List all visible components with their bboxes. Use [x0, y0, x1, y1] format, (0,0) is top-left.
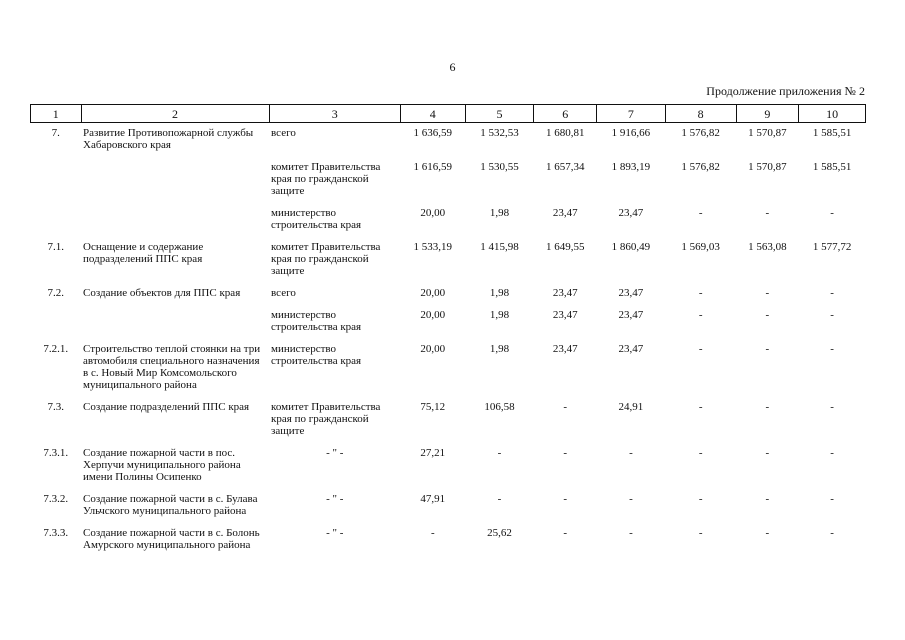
row-value-col-7: 1 860,49	[611, 241, 651, 253]
row-value-col-4: 75,12	[420, 401, 446, 413]
row-value-col-4: 20,00	[420, 207, 446, 219]
row-value-col-5: 1,98	[489, 343, 510, 355]
header-cell-1: 1	[31, 105, 82, 123]
table-row	[31, 443, 866, 489]
row-value-col-5: -	[497, 493, 502, 505]
row-value-col-4: 27,21	[420, 447, 446, 459]
row-value-col-6: 23,47	[552, 207, 578, 219]
row-value-col-9: 1 563,08	[748, 241, 787, 253]
table-row	[31, 203, 866, 237]
row-code: 7.2.1.	[43, 343, 69, 355]
row-value-col-4: 20,00	[420, 343, 446, 355]
row-value-col-6: -	[563, 447, 568, 459]
row-value-col-7: -	[629, 447, 633, 459]
row-code	[31, 157, 82, 203]
header-row	[31, 105, 866, 123]
row-name: Создание пожарной части в с. Болонь Амурского муниципального района	[83, 527, 260, 551]
row-value-col-7: -	[629, 493, 633, 505]
header-cell-8: 8	[665, 105, 736, 123]
row-value-col-7: 1 893,19	[611, 161, 651, 173]
row-executor: - " -	[326, 447, 344, 459]
row-executor: всего	[271, 287, 296, 299]
row-executor: министерство строительства края	[271, 309, 362, 333]
row-value-col-4: 1 636,59	[413, 127, 453, 139]
row-value-col-5: 1,98	[489, 207, 510, 219]
row-code: 7.3.1.	[43, 447, 69, 459]
row-value-col-7: 23,47	[618, 309, 644, 321]
row-name: Оснащение и содержание подразделений ППС края	[83, 241, 204, 265]
row-name: Создание пожарной части в с. Булава Ульчского муниципального района	[83, 493, 258, 517]
row-value-col-4: 1 533,19	[413, 241, 453, 253]
header-cell-2: 2	[81, 105, 269, 123]
row-value-col-7: 1 916,66	[611, 127, 651, 139]
row-value-col-5: 1 415,98	[480, 241, 519, 253]
row-value-col-4: 1 616,59	[413, 161, 453, 173]
row-executor: комитет Правительства края по гражданской защите	[271, 161, 381, 197]
row-value-col-7: -	[629, 527, 633, 539]
row-value-col-7: 23,47	[618, 343, 644, 355]
row-value-col-9: -	[765, 401, 770, 413]
table-row	[31, 523, 866, 557]
row-value-col-9: 1 570,87	[748, 161, 787, 173]
row-value-col-8: -	[698, 447, 703, 459]
row-value-col-8: -	[698, 401, 703, 413]
table-row	[31, 123, 866, 158]
row-value-col-10: -	[830, 527, 834, 539]
row-value-col-9: -	[765, 309, 770, 321]
row-value-col-7: 23,47	[618, 287, 644, 299]
row-code: 7.1.	[47, 241, 65, 253]
row-value-col-5: 1 530,55	[480, 161, 519, 173]
row-executor: министерство строительства края	[271, 343, 362, 367]
row-executor: комитет Правительства края по гражданской защите	[271, 401, 381, 437]
row-value-col-10: -	[830, 401, 834, 413]
table-row	[31, 489, 866, 523]
row-value-col-4: 20,00	[420, 287, 446, 299]
row-code: 7.	[51, 127, 60, 139]
row-value-col-9: -	[765, 493, 770, 505]
row-value-col-10: -	[830, 287, 834, 299]
row-value-col-10: 1 577,72	[812, 241, 852, 253]
row-value-col-10: -	[830, 493, 834, 505]
row-executor: комитет Правительства края по гражданской защите	[271, 241, 381, 277]
row-code	[31, 305, 82, 339]
row-value-col-8: -	[698, 287, 703, 299]
row-value-col-10: 1 585,51	[812, 161, 852, 173]
row-value-col-4: 47,91	[420, 493, 446, 505]
table-row	[31, 283, 866, 305]
row-value-col-9: -	[765, 527, 770, 539]
row-code: 7.3.	[47, 401, 65, 413]
row-value-col-5: 1 532,53	[480, 127, 519, 139]
table-row	[31, 339, 866, 397]
row-value-col-9: -	[765, 207, 770, 219]
row-value-col-6: 1 680,81	[545, 127, 585, 139]
row-name	[81, 157, 269, 203]
row-value-col-7: 23,47	[618, 207, 644, 219]
row-value-col-5: 106,58	[484, 401, 515, 413]
row-executor: - " -	[326, 493, 344, 505]
budget-table	[30, 104, 866, 557]
row-value-col-10: -	[830, 343, 834, 355]
row-value-col-8: -	[698, 309, 703, 321]
row-value-col-8: 1 569,03	[681, 241, 720, 253]
row-value-col-9: 1 570,87	[748, 127, 787, 139]
row-value-col-10: -	[830, 447, 834, 459]
appendix-label: Продолжение приложения № 2	[706, 84, 865, 98]
row-value-col-6: -	[563, 527, 568, 539]
row-value-col-6: 23,47	[552, 343, 578, 355]
row-value-col-6: -	[563, 401, 568, 413]
row-value-col-5: 1,98	[489, 287, 510, 299]
row-value-col-5: 25,62	[487, 527, 512, 539]
row-executor: всего	[271, 127, 296, 139]
row-executor: министерство строительства края	[271, 207, 362, 231]
header-cell-6: 6	[534, 105, 597, 123]
row-value-col-5: 1,98	[489, 309, 510, 321]
row-name: Создание пожарной части в пос. Херпучи муниципального района имени Полины Осипенко	[83, 447, 241, 483]
header-cell-5: 5	[465, 105, 534, 123]
row-value-col-6: 23,47	[552, 287, 578, 299]
header-cell-3: 3	[269, 105, 400, 123]
row-value-col-9: -	[765, 343, 770, 355]
row-value-col-6: 23,47	[552, 309, 578, 321]
row-executor: - " -	[326, 527, 344, 539]
table-row	[31, 305, 866, 339]
table-row	[31, 157, 866, 203]
row-name	[81, 305, 269, 339]
row-name: Строительство теплой стоянки на три автомобиля специального назначения в с. Новый Мир Комсомольского муниципального района	[83, 343, 261, 391]
row-value-col-9: -	[765, 287, 770, 299]
row-value-col-5: -	[497, 447, 502, 459]
row-value-col-4: 20,00	[420, 309, 446, 321]
header-cell-10: 10	[799, 105, 866, 123]
row-code: 7.2.	[47, 287, 65, 299]
row-name	[81, 203, 269, 237]
row-value-col-4: -	[430, 527, 435, 539]
row-value-col-8: 1 576,82	[681, 161, 720, 173]
row-value-col-8: -	[698, 343, 703, 355]
header-cell-7: 7	[597, 105, 666, 123]
row-value-col-6: 1 649,55	[545, 241, 585, 253]
row-code	[31, 203, 82, 237]
row-name: Создание подразделений ППС края	[83, 401, 250, 413]
row-name: Развитие Противопожарной службы Хабаровского края	[83, 127, 254, 151]
row-value-col-8: -	[698, 207, 703, 219]
row-value-col-8: 1 576,82	[681, 127, 720, 139]
table-row	[31, 397, 866, 443]
header-cell-4: 4	[400, 105, 465, 123]
row-value-col-7: 24,91	[618, 401, 644, 413]
row-value-col-10: 1 585,51	[812, 127, 852, 139]
page-number: 6	[449, 60, 456, 74]
header-cell-9: 9	[736, 105, 799, 123]
row-name: Создание объектов для ППС края	[83, 287, 241, 299]
row-value-col-10: -	[830, 207, 834, 219]
row-code: 7.3.3.	[43, 527, 69, 539]
row-value-col-9: -	[765, 447, 770, 459]
table-row	[31, 237, 866, 283]
row-code: 7.3.2.	[43, 493, 69, 505]
row-value-col-6: 1 657,34	[545, 161, 585, 173]
row-value-col-8: -	[698, 493, 703, 505]
row-value-col-8: -	[698, 527, 703, 539]
row-value-col-10: -	[830, 309, 834, 321]
row-value-col-6: -	[563, 493, 568, 505]
